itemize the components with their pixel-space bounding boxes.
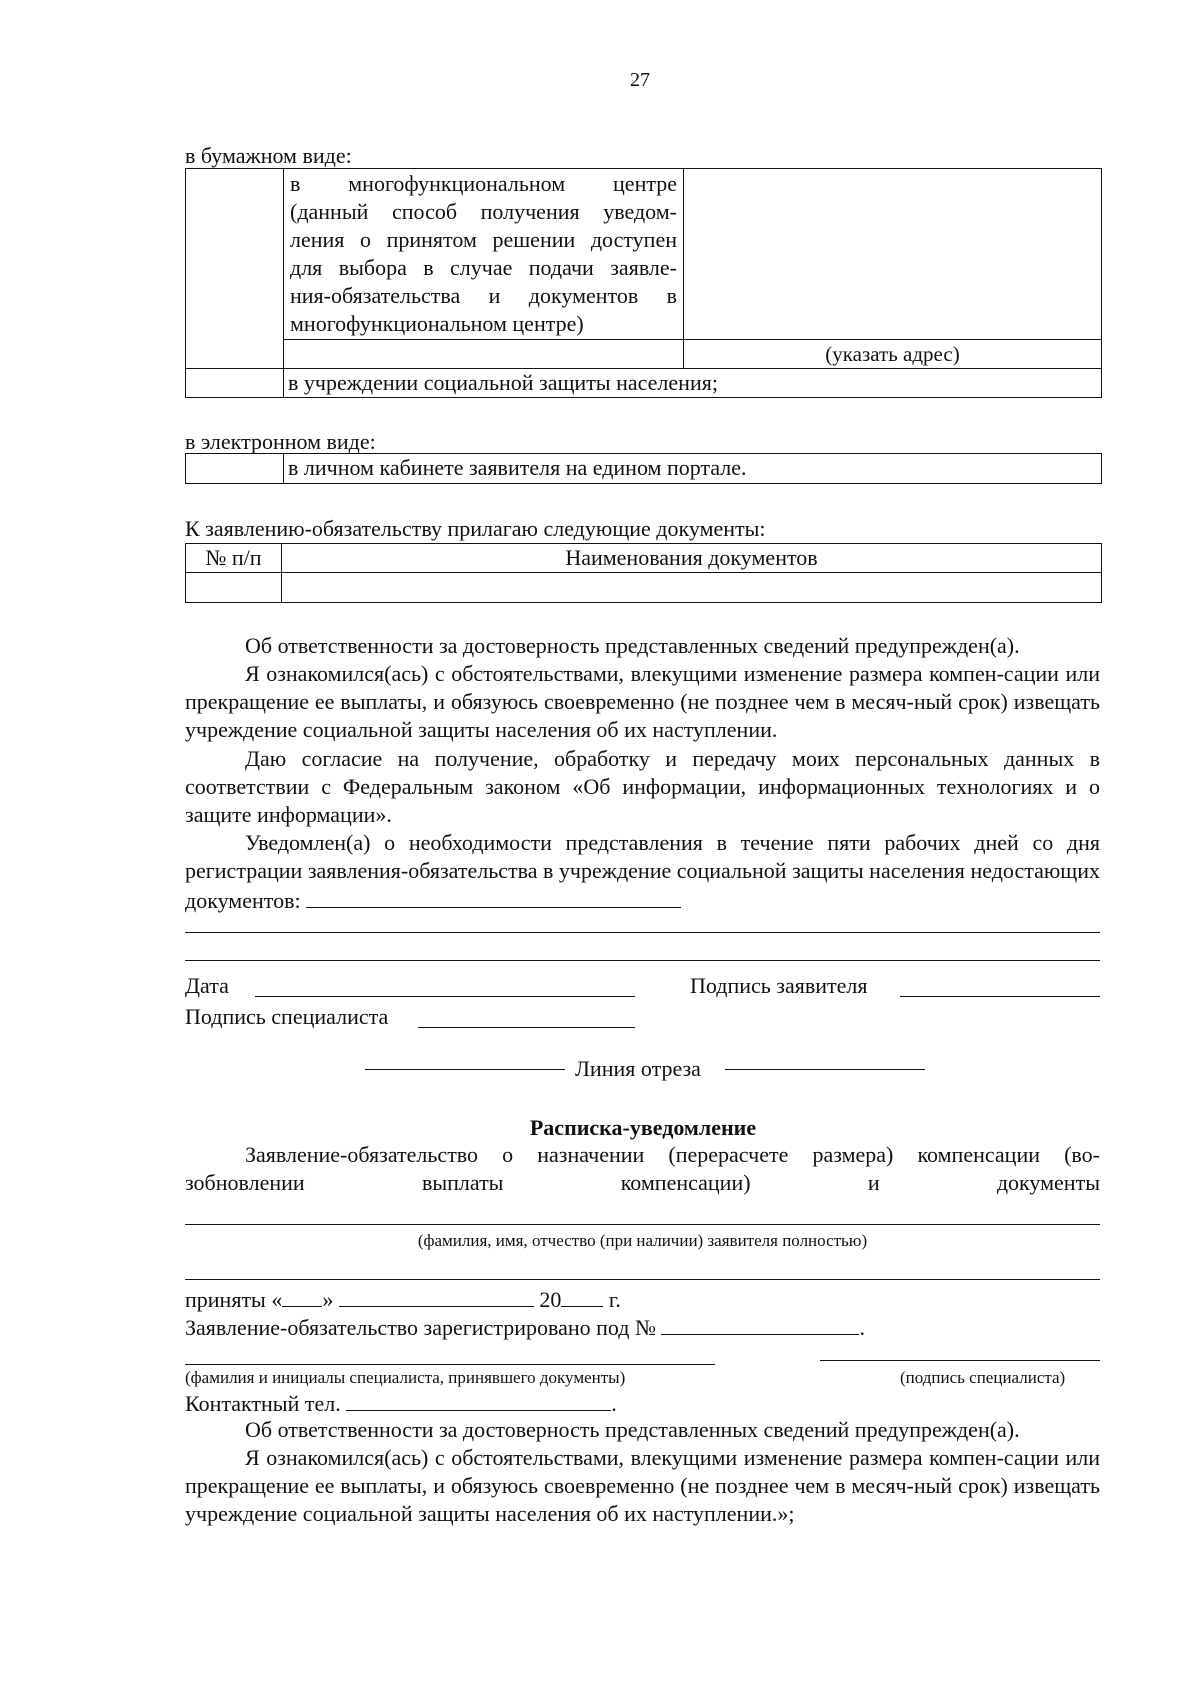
accepted-quote-close: » <box>322 1287 334 1312</box>
year-prefix: 20 <box>539 1287 562 1312</box>
mfc-line: ления о принятом решении доступен <box>290 227 677 252</box>
receipt-responsibility: Об ответственности за достоверность представленных сведений предупрежден(а). <box>245 1417 1020 1442</box>
applicant-signature-label: Подпись заявителя <box>690 973 868 998</box>
mfc-option-cell <box>284 169 684 340</box>
cut-line-left <box>365 1069 565 1070</box>
contact-label: Контактный тел. <box>185 1391 341 1416</box>
address-caption: (указать адрес) <box>684 340 1102 369</box>
col-number-header: № п/п <box>186 544 282 573</box>
col-name-header: Наименования документов <box>282 544 1102 573</box>
accepted-prefix: приняты « <box>185 1287 283 1312</box>
intro-word: выплаты <box>421 1170 504 1195</box>
paper-form-table <box>185 168 1102 398</box>
consent-statement: Даю согласие на получение, обработку и передачу моих персональных данных в соответствии с Федеральным законом «Об информации, информационных технологиях и о защите информации». <box>185 746 1100 827</box>
year-input-line[interactable] <box>561 1284 603 1307</box>
portal-option: в личном кабинете заявителя на едином портале. <box>284 454 1102 484</box>
intro-word: и <box>867 1170 880 1195</box>
mfc-line: ния-обязательства и документов в <box>290 283 677 308</box>
registered-label: Заявление-обязательство зарегистрировано под № <box>185 1315 656 1340</box>
receipt-acknowledgement: Я ознакомился(ась) с обстоятельствами, влекущими изменение размера компен-сации или прекращение ее выплаты, и обязуюсь своевременно (не позднее чем в месяч-ный срок) извещать учреждение социальной защиты населения об их наступлении.»; <box>185 1445 1100 1526</box>
contact-phone-line[interactable] <box>346 1388 611 1411</box>
mfc-checkbox-cell[interactable] <box>186 169 284 369</box>
social-protection-option: в учреждении социальной защиты населения; <box>284 369 1102 398</box>
specialist-signature-label: Подпись специалиста <box>185 1004 389 1029</box>
year-suffix: г. <box>608 1287 621 1312</box>
month-input-line[interactable] <box>339 1284 534 1307</box>
registered-row: Заявление-обязательство зарегистрировано под № . <box>185 1312 865 1342</box>
empty-cell <box>284 340 684 369</box>
receipt-title: Расписка-уведомление <box>529 1115 757 1140</box>
address-input-cell[interactable] <box>684 169 1102 340</box>
mfc-line: многофункциональном центре) <box>290 311 584 336</box>
paper-form-heading: в бумажном виде: <box>185 143 352 168</box>
registration-number-line[interactable] <box>661 1312 859 1335</box>
document-number-cell[interactable] <box>186 573 282 603</box>
extra-line[interactable] <box>185 1279 1100 1280</box>
specialist-sign-caption: (подпись специалиста) <box>900 1368 1066 1387</box>
acknowledgement-statement: Я ознакомился(ась) с обстоятельствами, влекущими изменение размера компен-сации или прекращение ее выплаты, и обязуюсь своевременно (не позднее чем в месяч-ный срок) извещать учреждение социальной защиты населения об их наступлении. <box>185 661 1100 742</box>
missing-docs-line-2[interactable] <box>185 932 1100 933</box>
fio-caption: (фамилия, имя, отчество (при наличии) заявителя полностью) <box>417 1231 868 1250</box>
receipt-intro-line2 <box>185 1169 1100 1197</box>
mfc-line: в многофункциональном центре <box>290 171 677 196</box>
missing-docs-line-3[interactable] <box>185 960 1100 961</box>
applicant-signature-line[interactable] <box>900 996 1100 997</box>
cut-line-label: Линия отреза <box>575 1056 701 1081</box>
mfc-line: для выбора в случае подачи заявле- <box>290 255 677 280</box>
date-label: Дата <box>185 973 229 998</box>
portal-checkbox-cell[interactable] <box>186 454 284 484</box>
contact-row: Контактный тел. . <box>185 1388 617 1418</box>
page-number: 27 <box>630 69 650 91</box>
intro-word: документы <box>996 1170 1100 1195</box>
specialist-signature-line[interactable] <box>418 1027 635 1028</box>
mfc-line: (данный способ получения уведом- <box>290 199 677 224</box>
social-checkbox-cell[interactable] <box>186 369 284 398</box>
electronic-form-table <box>185 453 1102 484</box>
cut-line-right <box>725 1069 925 1070</box>
intro-word: компенсации) <box>620 1170 751 1195</box>
documents-table <box>185 543 1102 603</box>
specialist-caption: (фамилия и инициалы специалиста, принявшего документы) <box>185 1368 626 1387</box>
day-input-line[interactable] <box>282 1284 322 1307</box>
notified-statement <box>185 829 1100 915</box>
documents-heading: К заявлению-обязательству прилагаю следующие документы: <box>185 516 766 541</box>
intro-word: зобновлении <box>185 1170 305 1195</box>
accepted-row <box>185 1284 621 1314</box>
specialist-name-line[interactable] <box>185 1364 715 1365</box>
specialist-sign-line[interactable] <box>820 1360 1100 1361</box>
missing-docs-line[interactable] <box>306 885 681 908</box>
document-name-cell[interactable] <box>282 573 1102 603</box>
electronic-form-heading: в электронном виде: <box>185 429 376 454</box>
notified-text: Уведомлен(а) о необходимости представления в течение пяти рабочих дней со дня регистрации заявления-обязательства в учреждение социальной защиты населения недостающих документов: <box>185 830 1100 913</box>
responsibility-statement: Об ответственности за достоверность представленных сведений предупрежден(а). <box>245 633 1020 658</box>
date-line[interactable] <box>255 996 635 997</box>
applicant-fio-line[interactable] <box>185 1224 1100 1225</box>
receipt-intro-line1: Заявление-обязательство о назначении (перерасчете размера) компенсации (во- <box>245 1142 1100 1167</box>
